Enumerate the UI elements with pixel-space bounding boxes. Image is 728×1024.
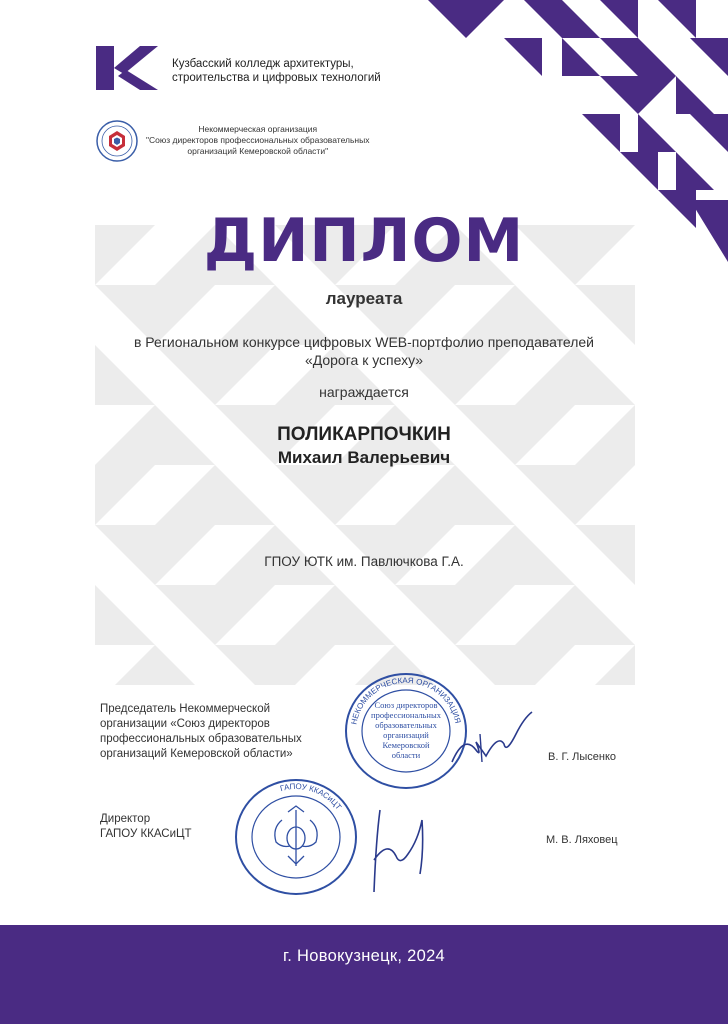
organization-name-line: "Союз директоров профессиональных образовательных: [146, 135, 370, 145]
pattern-triangle: [455, 465, 515, 525]
pattern-triangle: [335, 465, 395, 525]
pattern-triangle: [275, 645, 335, 685]
pattern-triangle: [515, 465, 575, 525]
college-name-line: строительства и цифровых технологий: [172, 72, 381, 84]
svg-text:Кемеровской: Кемеровской: [382, 740, 430, 750]
chairman-title: [100, 702, 302, 762]
pattern-triangle: [575, 585, 635, 645]
recipient-given-name: Михаил Валерьевич: [277, 448, 451, 467]
awarded-label: награждается: [319, 384, 409, 400]
pattern-triangle: [155, 585, 215, 645]
chairman-title-line: организаций Кемеровской области»: [100, 748, 293, 760]
pattern-triangle: [395, 465, 455, 525]
diploma-title: ДИПЛОМ: [203, 206, 525, 276]
pattern-triangle: [95, 585, 155, 645]
pattern-triangle: [575, 645, 635, 685]
contest-line: «Дорога к успеху»: [304, 352, 424, 368]
pattern-triangle: [275, 585, 335, 645]
pattern-triangle: [455, 585, 515, 645]
pattern-triangle: [95, 645, 155, 685]
pattern-triangle: [155, 645, 215, 685]
director-name: М. В. Ляховец: [546, 834, 618, 846]
svg-text:ГАПОУ ККАСиЦТ: ГАПОУ ККАСиЦТ: [279, 781, 344, 812]
svg-text:профессиональных: профессиональных: [371, 710, 441, 720]
pattern-triangle: [335, 585, 395, 645]
pattern-triangle: [215, 465, 275, 525]
chairman-title-line: Председатель Некоммерческой: [100, 703, 271, 715]
svg-text:организаций: организаций: [383, 730, 429, 740]
svg-text:образовательных: образовательных: [375, 720, 437, 730]
director-title: [100, 812, 192, 842]
pattern-triangle: [155, 465, 215, 525]
organization-name-line: Некоммерческая организация: [198, 124, 318, 134]
footer-bar: [0, 925, 728, 1024]
chairman-title-line: профессиональных образовательных: [100, 733, 302, 745]
pattern-triangle: [575, 465, 635, 525]
union-emblem-icon: [96, 120, 138, 162]
recipient-surname: ПОЛИКАРПОЧКИН: [277, 424, 451, 445]
organization-name: [146, 124, 369, 157]
pattern-triangle: [395, 585, 455, 645]
director-title-line: Директор: [100, 813, 151, 825]
svg-text:НЕКОММЕРЧЕСКАЯ ОРГАНИЗАЦИЯ: НЕКОММЕРЧЕСКАЯ ОРГАНИЗАЦИЯ: [349, 675, 463, 726]
contest-description: [0, 333, 728, 369]
svg-text:Союз директоров: Союз директоров: [374, 700, 438, 710]
signature-director: [360, 800, 440, 900]
college-name-line: Кузбасский колледж архитектуры,: [172, 58, 354, 70]
svg-text:области: области: [391, 750, 421, 760]
diploma-subtitle: лауреата: [325, 289, 403, 308]
pattern-triangle: [515, 645, 575, 685]
pattern-triangle: [275, 465, 335, 525]
chairman-name: В. Г. Лысенко: [548, 751, 617, 763]
chairman-title-line: организации «Союз директоров: [100, 718, 270, 730]
college-seal: [232, 776, 360, 898]
director-title-line: ГАПОУ ККАСиЦТ: [100, 828, 192, 840]
pattern-triangle: [95, 465, 155, 525]
signature-chairman: [446, 704, 538, 774]
k-letter-logo-icon: [96, 46, 158, 90]
pattern-triangle: [215, 585, 275, 645]
footer-location-year: г. Новокузнецк, 2024: [282, 947, 446, 965]
organization-name-line: организаций Кемеровской области": [187, 146, 329, 156]
college-name: [172, 57, 381, 85]
pattern-triangle: [515, 585, 575, 645]
contest-line: в Региональном конкурсе цифровых WEB-портфолио преподавателей: [133, 334, 595, 350]
recipient-institution: ГПОУ ЮТК им. Павлючкова Г.А.: [264, 554, 464, 569]
pattern-triangle: [215, 645, 275, 685]
